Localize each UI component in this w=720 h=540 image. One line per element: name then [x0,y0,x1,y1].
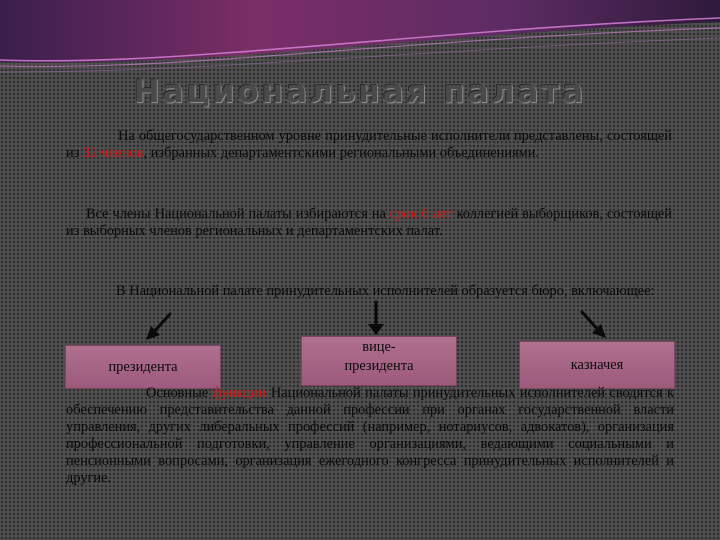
bureau-role-vice-president [302,337,456,385]
text-segment: , избранных департаментскими региональными объединениями. [143,145,540,161]
paragraph-bureau: В Национальной палате принудительных исполнителей образуется бюро, включающее: [116,283,655,299]
highlight-member-count: 32 членов [82,145,144,161]
text-segment: Основные [146,385,213,401]
paragraph-composition [66,128,672,162]
page-title: Национальная палата [133,74,587,110]
text-segment: На общегосударственном уровне принудительные исполнители представлены, состоящей из [66,128,672,161]
arrow-down-icon [365,300,387,336]
role-label-line: президента [344,358,414,374]
bureau-role-president: президента [66,346,220,388]
text-segment: Все члены Национальной палаты избираются на [86,206,390,222]
text-segment: Национальной палаты принудительных исполнителей сводятся к обеспечению представительства данной профессии при органах государственной власти управления, других либеральных профессий (например, нотариусов, адвокатов), организация профессиональной подготовки, управление организациями, ведающими социальными и пенсионными вопросами, организация ежегодного конгресса принудительных исполнителей и другие. [66,385,675,486]
decorative-top-band [0,0,720,80]
paragraph-election [66,206,672,240]
arrow-down-left-icon [142,308,176,342]
highlight-term: срок 6 лет [389,206,453,222]
arrow-down-right-icon [576,306,610,340]
role-label-line: вице- [362,339,396,355]
highlight-functions: функции [212,385,267,401]
paragraph-functions [66,385,674,487]
text-segment: коллегией выборщиков, состоящей из выборных членов региональных и департаментских палат. [66,206,672,239]
bureau-role-treasurer: казначея [520,342,674,388]
